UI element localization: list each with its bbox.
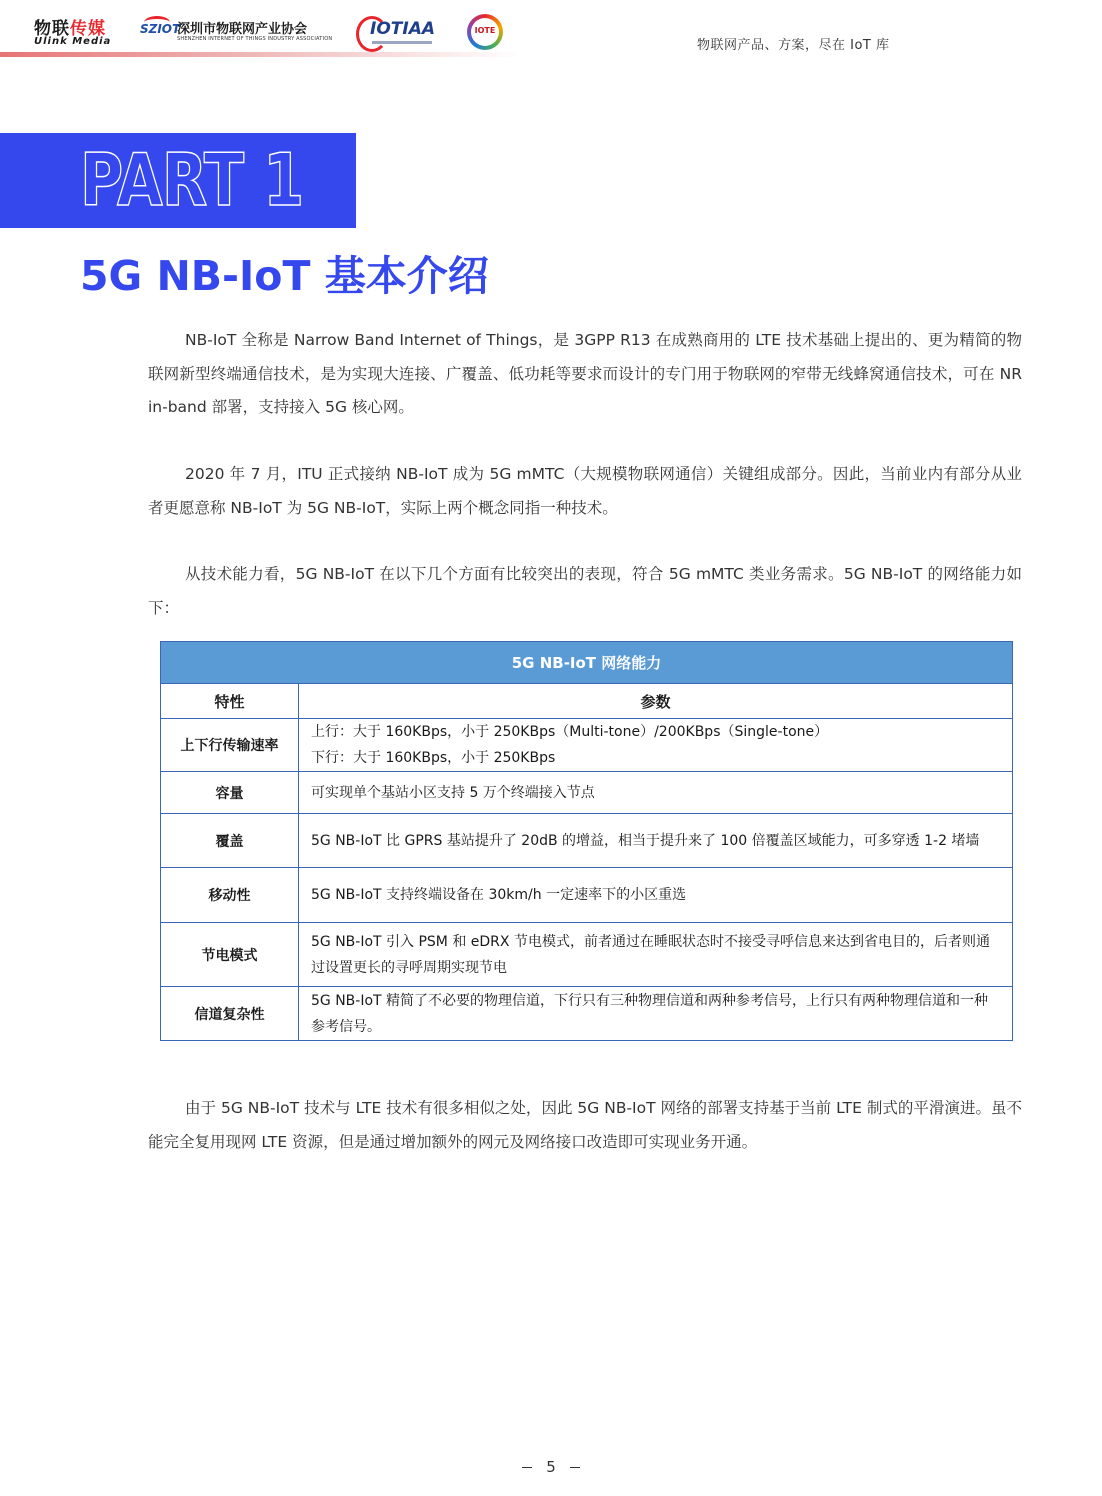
table-header-feature: 特性 [161,684,299,719]
section-title: 5G NB-IoT 基本介绍 [80,252,489,300]
header-divider [0,52,520,57]
sziot-logo-mark: SZIOT [140,22,181,36]
paragraph-itu: 2020 年 7 月，ITU 正式接纳 NB-IoT 成为 5G mMTC（大规模物联网通信）关键组成部分。因此，当前业内有部分从业者更愿意称 NB-IoT 为 5G NB-IoT，实际上两个概念同指一种技术。 [148,465,1022,517]
param-line: 5G NB-IoT 精简了不必要的物理信道，下行只有三种物理信道和两种参考信号，上行只有两种物理信道和一种参考信号。 [311,992,989,1035]
table-cell-feature: 信道复杂性 [161,987,299,1041]
iotiaa-logo-text: IOTIAA [370,19,436,39]
table-cell-feature: 容量 [161,772,299,814]
table-row [161,868,1013,923]
table-cell-params [299,923,1013,987]
iotiaa-logo [356,14,436,50]
param-line: 下行：大于 160KBps，小于 250KBps [311,750,556,766]
page-number [0,1458,1102,1476]
part-label: PART 1 [80,138,304,222]
sziot-logo-en: SHENZHEN INTERNET OF THINGS INDUSTRY ASSOCIATION [177,36,333,42]
ulink-logo-cn-red: 传媒 [70,19,106,39]
paragraph-capability: 从技术能力看，5G NB-IoT 在以下几个方面有比较突出的表现，符合 5G mMTC 类业务需求。5G NB-IoT 的网络能力如下： [148,565,1022,617]
table-header-params: 参数 [299,684,1013,719]
paragraph-deployment: 由于 5G NB-IoT 技术与 LTE 技术有很多相似之处，因此 5G NB-IoT 网络的部署支持基于当前 LTE 制式的平滑演进。虽不能完全复用现网 LTE 资源，但是通过增加额外的网元及网络接口改造即可实现业务开通。 [148,1099,1022,1151]
table-row [161,923,1013,987]
ulink-logo-cn-dark: 物联 [34,19,70,39]
iote-logo-text: IOTE [474,26,496,35]
param-line: 上行：大于 160KBps，小于 250KBps（Multi-tone）/200KBps（Single-tone） [311,724,829,740]
ulink-media-logo [34,14,112,50]
header-slogan: 物联网产品、方案，尽在 IoT 库 [697,38,890,53]
table-cell-params [299,719,1013,772]
iotiaa-subtitle-bar [372,41,432,44]
table-row [161,772,1013,814]
table-cell-params [299,987,1013,1041]
table-cell-feature: 覆盖 [161,814,299,868]
iote-logo [467,14,507,50]
table-row [161,987,1013,1041]
sziot-logo [140,14,333,50]
table-cell-params [299,772,1013,814]
param-line: 5G NB-IoT 引入 PSM 和 eDRX 节电模式，前者通过在睡眠状态时不接受寻呼信息来达到省电目的，后者则通过设置更长的寻呼周期实现节电 [311,933,990,976]
table-cell-feature: 上下行传输速率 [161,719,299,772]
table-cell-params [299,868,1013,923]
param-line: 5G NB-IoT 支持终端设备在 30km/h 一定速率下的小区重选 [311,887,687,903]
page-header [0,0,1102,60]
sziot-logo-cn: 深圳市物联网产业协会 [177,22,308,37]
table-cell-params [299,814,1013,868]
table-row [161,719,1013,772]
param-line: 可实现单个基站小区支持 5 万个终端接入节点 [311,784,595,801]
paragraph-intro: NB-IoT 全称是 Narrow Band Internet of Things，是 3GPP R13 在成熟商用的 LTE 技术基础上提出的、更为精简的物联网新型终端通信技术，是为实现大连接、广覆盖、低功耗等要求而设计的专门用于物联网的窄带无线蜂窝通信技术，可在 NR in-band 部署，支持接入 5G 核心网。 [148,331,1022,416]
table-cell-feature: 节电模式 [161,923,299,987]
table-cell-feature: 移动性 [161,868,299,923]
part-banner [0,133,356,228]
param-line: 5G NB-IoT 比 GPRS 基站提升了 20dB 的增益，相当于提升来了 100 倍覆盖区域能力，可多穿透 1-2 堵墙 [311,832,980,849]
ulink-logo-en: Ulink Media [34,36,112,47]
page-number-value: 5 [546,1458,556,1476]
capability-table [160,641,1013,1041]
table-caption: 5G NB-IoT 网络能力 [161,642,1013,684]
table-row [161,814,1013,868]
